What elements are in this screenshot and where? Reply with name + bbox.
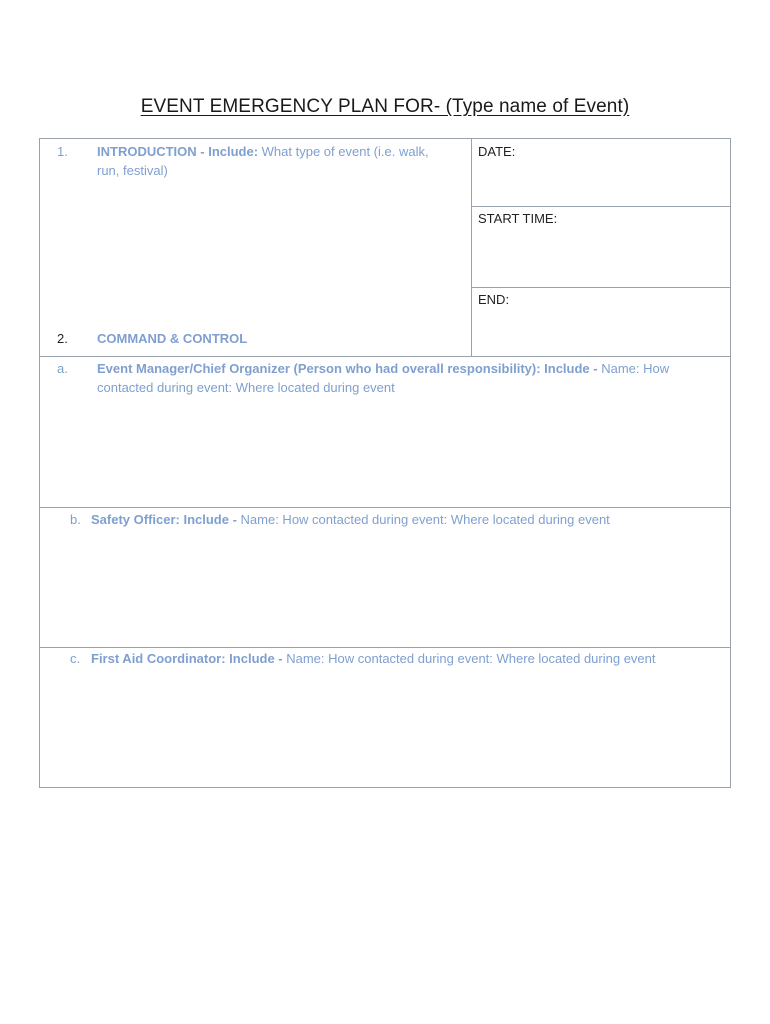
section-1-number: 1.	[57, 144, 68, 159]
item-b-text: Name: How contacted during event: Where located during event	[236, 512, 610, 527]
item-c-marker: c.	[70, 651, 81, 666]
item-a-marker: a.	[57, 361, 68, 376]
section-2-heading	[97, 329, 247, 348]
end-field-label[interactable]: END:	[478, 292, 510, 307]
item-a-event-manager[interactable]	[97, 359, 697, 397]
item-c-text: Name: How contacted during event: Where located during event	[282, 651, 656, 666]
item-b-marker: b.	[70, 512, 81, 527]
item-b-safety-officer[interactable]	[91, 510, 711, 529]
start-time-field-label[interactable]: START TIME:	[478, 211, 558, 226]
date-divider	[471, 206, 731, 207]
column-divider	[471, 139, 472, 356]
date-field-label[interactable]: DATE:	[478, 144, 516, 159]
item-a-divider	[40, 507, 730, 508]
section-1-text: What type of event (i.e. walk, run, festival)	[97, 144, 429, 178]
item-a-heading: Event Manager/Chief Organizer (Person who had overall responsibility): Include -	[97, 361, 598, 376]
section-2-divider	[40, 356, 730, 357]
section-1-heading: INTRODUCTION - Include:	[97, 144, 259, 159]
start-time-divider	[471, 287, 731, 288]
section-2-number: 2.	[57, 331, 68, 346]
item-a-text: Name: How contacted during event: Where located during event	[97, 361, 670, 395]
emergency-plan-form	[39, 138, 731, 788]
item-b-divider	[40, 647, 730, 648]
item-b-heading: Safety Officer: Include -	[91, 512, 237, 527]
section-1-introduction[interactable]	[97, 142, 447, 180]
page-title: EVENT EMERGENCY PLAN FOR- (Type name of Event)	[140, 96, 630, 117]
item-c-heading: First Aid Coordinator: Include -	[91, 651, 283, 666]
section-2-heading-text: COMMAND & CONTROL	[97, 331, 248, 346]
item-c-first-aid-coordinator[interactable]	[91, 649, 721, 668]
